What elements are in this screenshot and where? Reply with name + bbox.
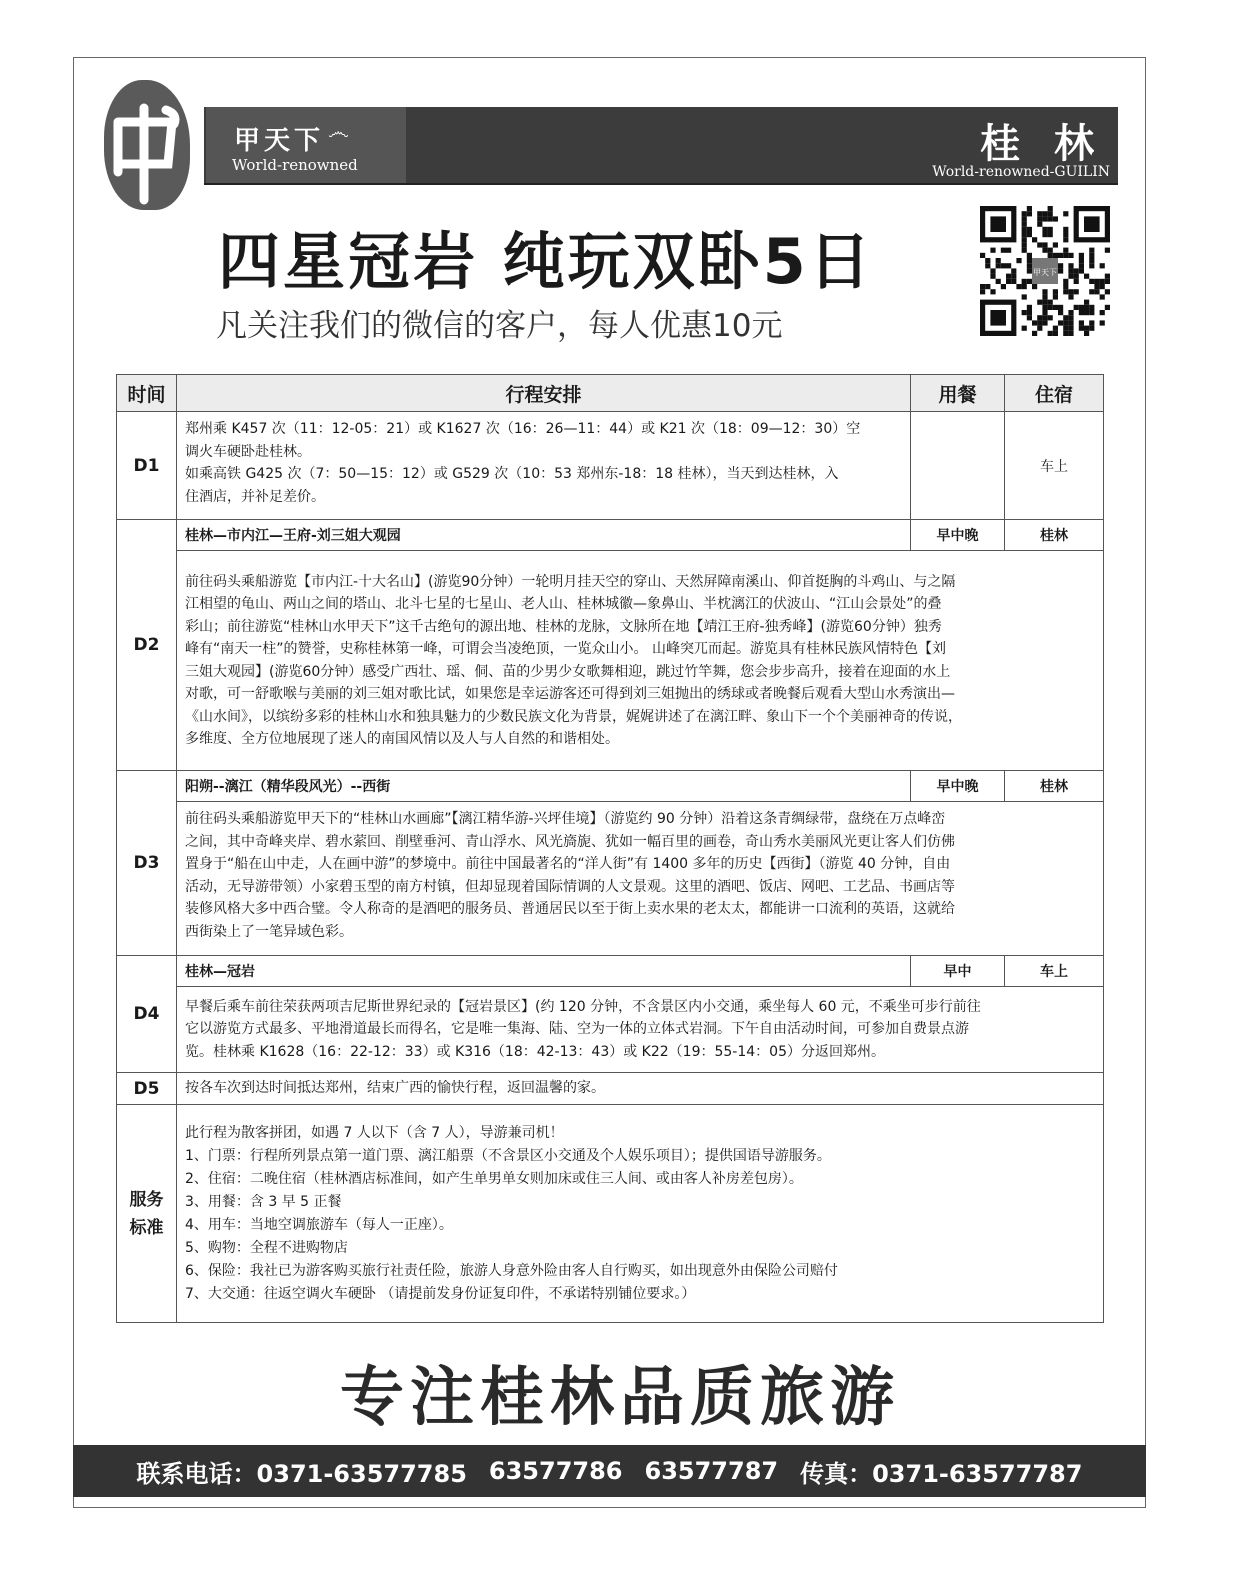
route-title: 桂林—市内江—王府-刘三姐大观园 [177,520,911,551]
header-stay: 住宿 [1005,375,1104,412]
table-row [117,802,1104,956]
city-name-en: World-renowned-GUILIN [932,164,1110,180]
service-label-line: 服务 [129,1189,164,1210]
svg-text:甲天下: 甲天下 [1033,268,1057,277]
description-line: 多维度、全方位地展现了迷人的南国风情以及人与人自然的和谐相处。 [185,731,619,747]
table-row [117,412,1104,520]
logo-stone [104,80,190,210]
cloud-swirl-icon: ෴ [328,120,349,145]
brand-name-cn: 甲天下 [234,126,325,156]
route-title: 桂林—冠岩 [177,956,911,987]
description-line: 活动，无导游带领）小家碧玉型的南方村镇，但却显现着国际情调的人文景观。这里的酒吧、饭店、网吧、工艺品、书画店等 [185,878,955,895]
city-name-cn: 桂 林 [980,121,1104,167]
table-row [117,987,1104,1073]
service-line: 此行程为散客拼团，如遇 7 人以下（含 7 人），导游兼司机！ [185,1124,564,1141]
description-line: 《山水间》，以缤纷多彩的桂林山水和独具魅力的少数民族文化为背景，娓娓讲述了在漓江畔、象山下一个个美丽神奇的传说， [185,708,962,725]
fax-number: 传真：0371-63577787 [800,1459,1083,1488]
service-line: 6、保险：我社已为游客购买旅行社责任险，旅游人身意外险由客人自行购买，如出现意外由保险公司赔付 [185,1262,838,1279]
description-line: 装修风格大多中西合璧。令人称奇的是酒吧的服务员、普通居民以至于街上卖水果的老太太，都能讲一口流利的英语，这就给 [185,901,955,917]
description-line: 对歌，可一舒歌喉与美丽的刘三姐对歌比试，如果您是幸运游客还可得到刘三姐抛出的绣球或者晚餐后观看大型山水秀演出— [185,686,955,702]
service-label-line: 标准 [129,1217,164,1238]
header-time: 时间 [117,375,177,412]
phone-number: 63577787 [644,1457,779,1485]
description-line: 它以游览方式最多、平地滑道最长而得名，它是唯一集海、陆、空为一体的立体式岩洞。下午自由活动时间，可参加自费景点游 [185,1021,969,1038]
stay-cell: 车上 [1005,956,1104,987]
day-description [177,987,1104,1073]
service-line: 4、用车：当地空调旅游车（每人一正座）。 [185,1216,453,1233]
day-label: D5 [117,1073,177,1105]
day-description: 按各车次到达时间抵达郑州，结束广西的愉快行程，返回温馨的家。 [177,1073,1104,1105]
table-row [117,1105,1104,1323]
service-label [117,1105,177,1323]
table-row [117,1073,1104,1105]
table-row [117,551,1104,771]
description-line: 之间，其中奇峰夹岸、碧水萦回、削壁垂河、青山浮水、风光旖旎、犹如一幅百里的画卷，奇山秀水美丽风光更让客人们仿佛 [185,833,955,850]
service-line: 2、住宿：二晚住宿（桂林酒店标准间，如产生单男单女则加床或住三人间、或由客人补房差包房）。 [185,1170,803,1187]
page-title: 四星冠岩 纯玩双卧5日 [218,225,874,298]
description-line: 西街染上了一笔异域色彩。 [185,923,353,940]
day-label: D2 [117,520,177,771]
header-schedule: 行程安排 [177,375,911,412]
route-title: 阳朔--漓江（精华段风光）--西街 [177,771,911,802]
stay-cell: 车上 [1005,412,1104,520]
service-line: 7、大交通：往返空调火车硬卧 （请提前发身份证复印件，不承诺特别铺位要求。） [185,1285,696,1302]
description-line: 如乘高铁 G425 次（7：50—15：12）或 G529 次（10：53 郑州东-18：18 桂林），当天到达桂林，入 [185,466,839,482]
day-label: D4 [117,956,177,1073]
meals-cell: 早中 [911,956,1005,987]
day-description [177,802,1104,956]
day-label: D3 [117,771,177,956]
table-header-row [117,375,1104,412]
phone-label: 联系电话：0371-63577785 [136,1459,467,1488]
meals-cell [911,412,1005,520]
description-line: 前往码头乘船游览【市内江-十大名山】(游览90分钟）一轮明月挂天空的穿山、天然屏障南溪山、仰首挺胸的斗鸡山、与之隔 [185,573,956,590]
description-line: 调火车硬卧赴桂林。 [185,443,311,460]
service-standards [177,1105,1104,1323]
description-line: 前往码头乘船游览甲天下的“桂林山水画廊”【漓江精华游-兴坪佳境】（游览约 90 分钟）沿着这条青绸绿带，盘绕在万点峰峦 [185,811,946,827]
description-line: 郑州乘 K457 次（11：12-05：21）或 K1627 次（16：26—11：44）或 K21 次（18：09—12：30）空 [185,421,861,437]
brand-name-en: World-renowned [232,156,358,174]
description-line: 置身于“船在山中走，人在画中游”的梦境中。前往中国最著名的“洋人街”有 1400 多年的历史【西街】（游览 40 分钟，自由 [185,856,951,872]
meals-cell: 早中晚 [911,771,1005,802]
wechat-qr-code [980,206,1110,336]
service-line: 3、用餐：含 3 早 5 正餐 [185,1193,342,1210]
service-line: 5、购物：全程不进购物店 [185,1239,348,1256]
slogan: 专注桂林品质旅游 [340,1361,900,1435]
day-description [177,551,1104,771]
header-meals: 用餐 [911,375,1005,412]
service-line: 1、门票：行程所列景点第一道门票、漓江船票（不含景区小交通及个人娱乐项目）；提供国语导游服务。 [185,1147,831,1164]
description-line: 早餐后乘车前往荣获两项吉尼斯世界纪录的【冠岩景区】(约 120 分钟，不含景区内小交通，乘坐每人 60 元，不乘坐可步行前往 [185,998,981,1015]
table-row [117,956,1104,987]
day-label: D1 [117,412,177,520]
promo-subtitle: 凡关注我们的微信的客户，每人优惠10元 [216,308,783,344]
stay-cell: 桂林 [1005,771,1104,802]
meals-cell: 早中晚 [911,520,1005,551]
contact-footer [73,1445,1146,1497]
description-line: 江相望的龟山、两山之间的塔山、北斗七星的七星山、老人山、桂林城徽—象鼻山、半枕漓江的伏波山、“江山会景处”的叠 [185,596,942,612]
table-row [117,520,1104,551]
table-row [117,771,1104,802]
description-line: 览。桂林乘 K1628（16：22-12：33）或 K316（18：42-13：43）或 K22（19：55-14：05）分返回郑州。 [185,1043,885,1060]
description-line: 彩山；前往游览“桂林山水甲天下”这千古绝句的源出地、桂林的龙脉，文脉所在地【靖江王府-独秀峰】(游览60分钟）独秀 [185,618,942,635]
description-line: 三姐大观园】(游览60分钟）感受广西壮、瑶、侗、苗的少男少女歌舞相迎，跳过竹竿舞，您会步步高升，接着在迎面的水上 [185,663,951,680]
description-line: 住酒店，并补足差价。 [185,488,325,505]
stay-cell: 桂林 [1005,520,1104,551]
itinerary-table [116,374,1104,1323]
day-description [177,412,911,520]
description-line: 峰有“南天一柱”的赞誉，史称桂林第一峰，可谓会当凌绝顶，一览众山小。 山峰突兀而起。游览具有桂林民族风情特色【刘 [185,641,946,657]
phone-number: 63577786 [488,1457,623,1485]
